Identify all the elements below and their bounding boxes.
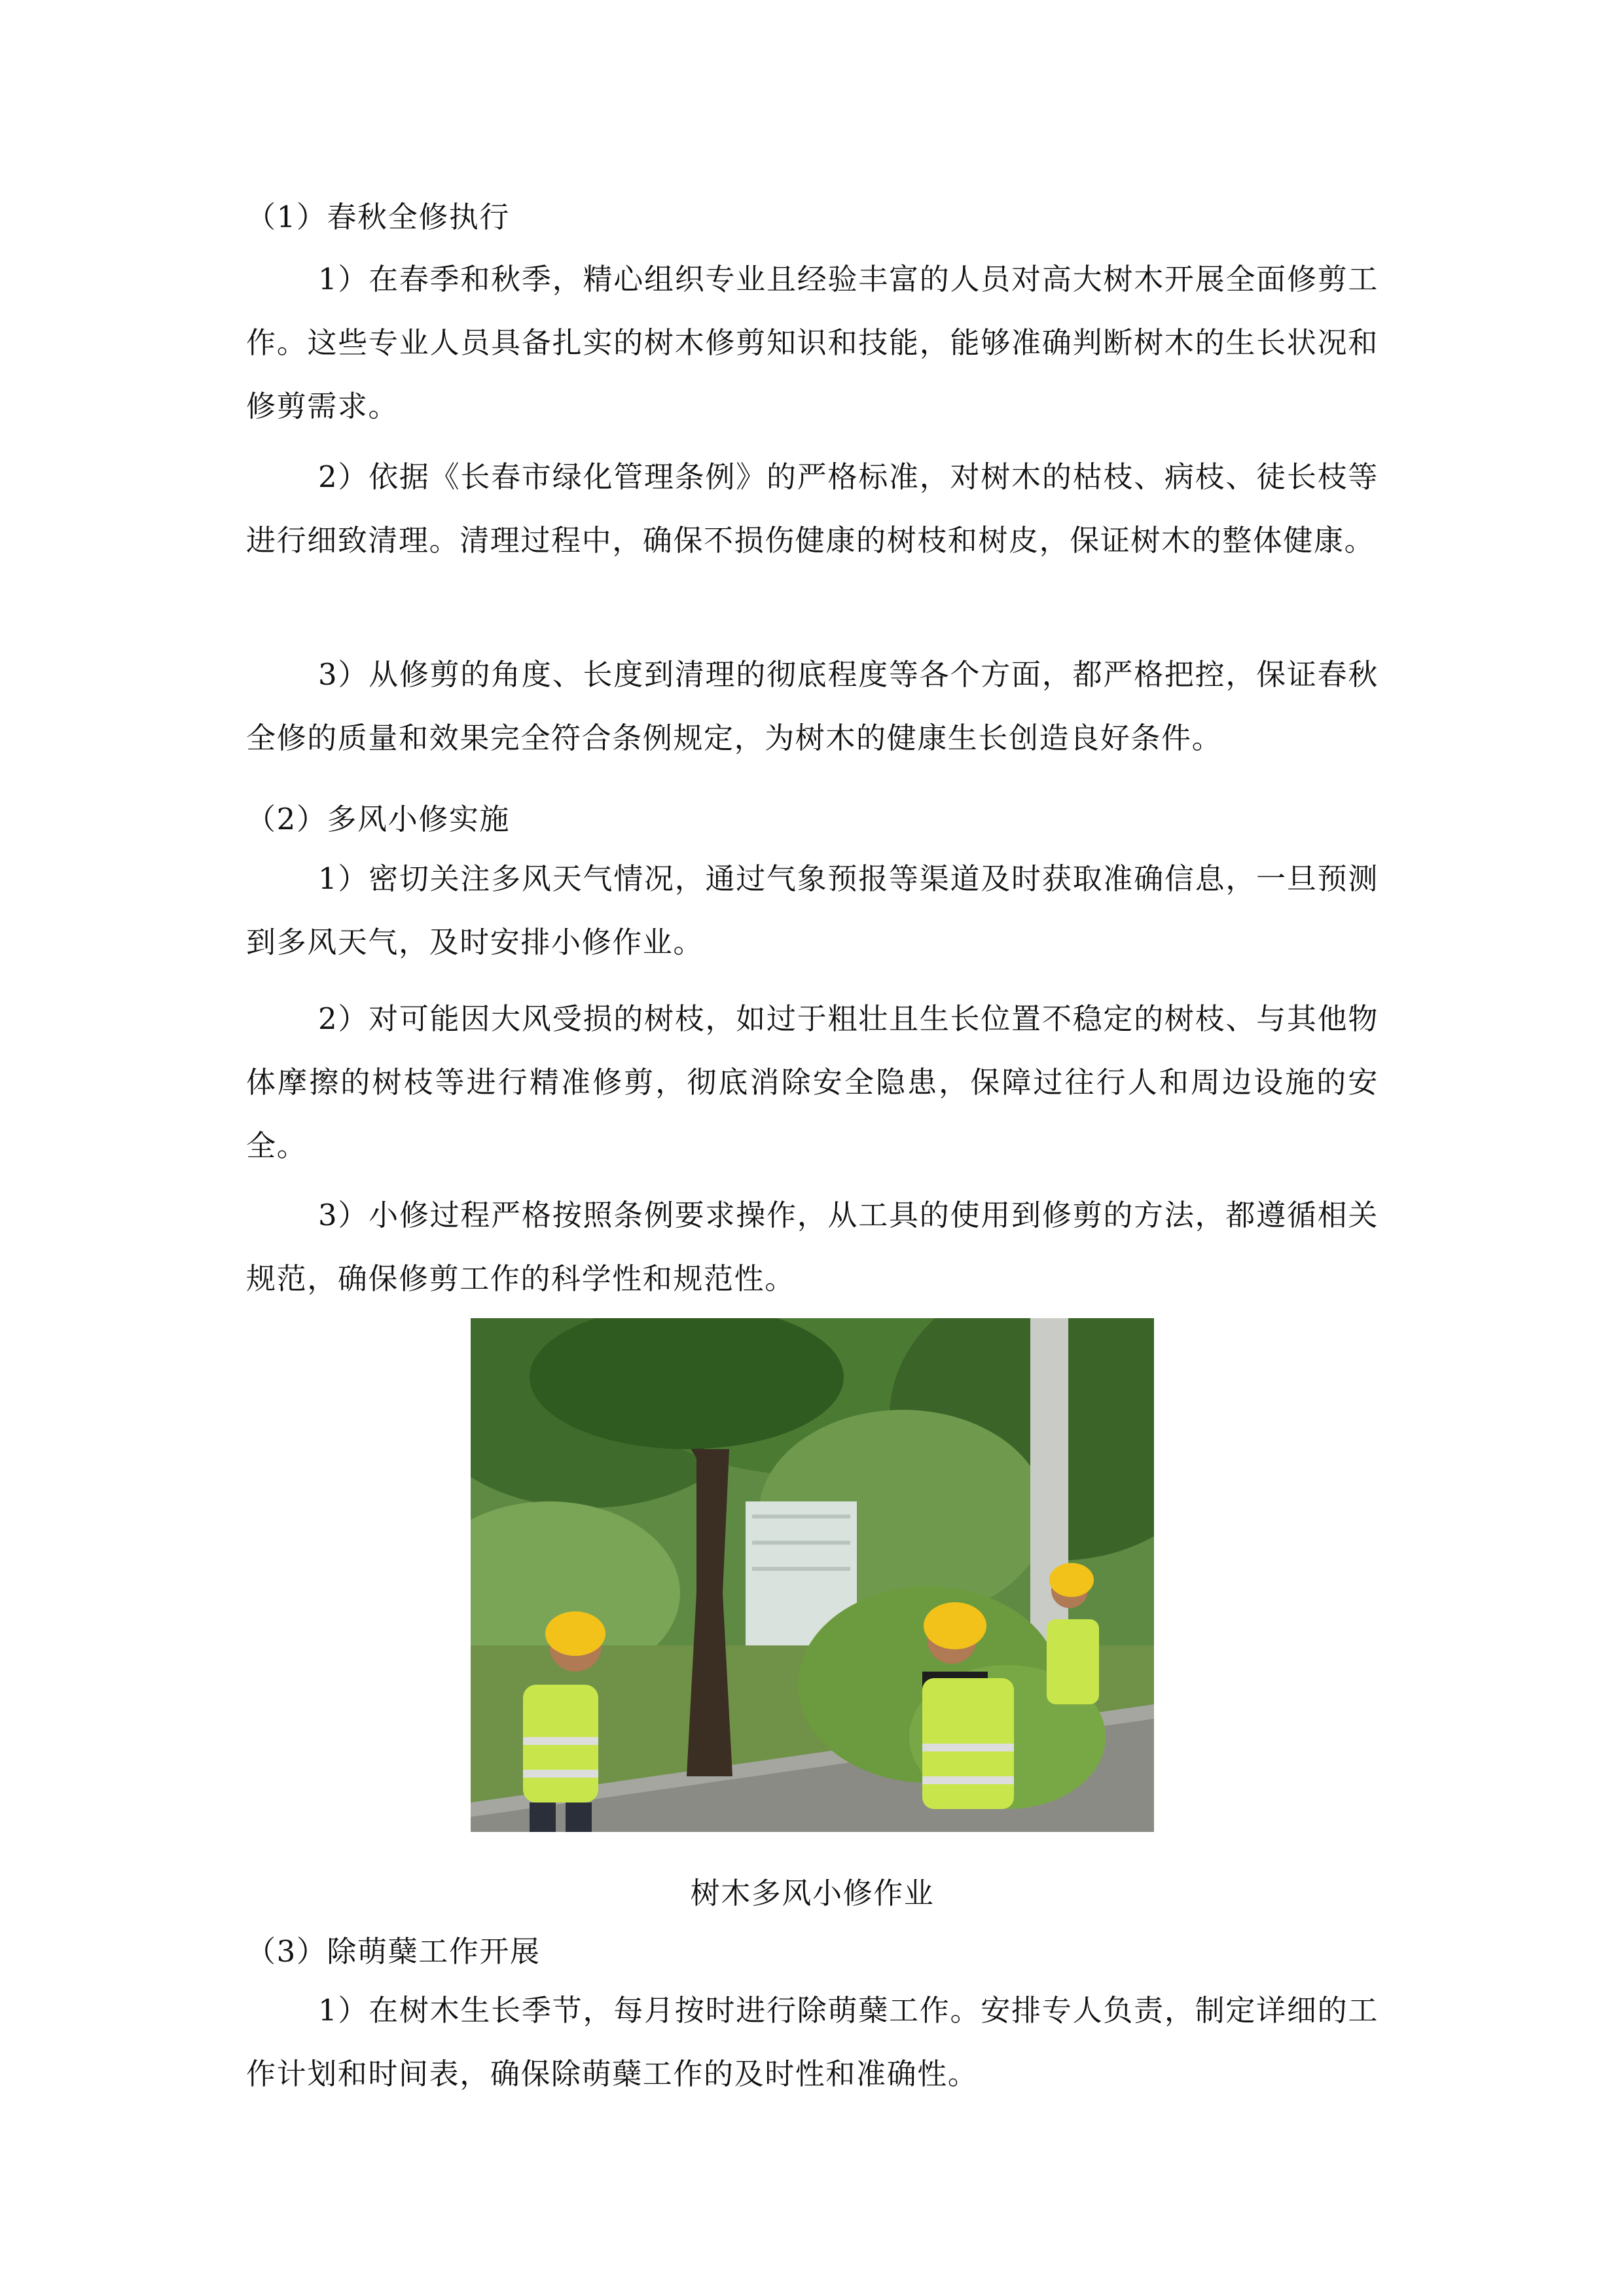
photo-caption: 树木多风小修作业 (690, 1876, 935, 1910)
section-2-paragraph-2: 2）对可能因大风受损的树枝，如过于粗壮且生长位置不稳定的树枝、与其他物体摩擦的树枝等进行精准修剪，彻底消除安全隐患，保障过往行人和周边设施的安全。 (246, 1001, 1379, 1163)
section-3-heading: （3）除萌蘖工作开展 (246, 1934, 541, 1969)
section-3-paragraph-1: 1）在树木生长季节，每月按时进行除萌蘖工作。安排专人负责，制定详细的工作计划和时间表，确保除萌蘖工作的及时性和准确性。 (246, 1993, 1379, 2091)
section-1-heading: （1）春秋全修执行 (246, 200, 511, 234)
section-2-heading: （2）多风小修实施 (246, 802, 511, 836)
section-2-paragraph-3: 3）小修过程严格按照条例要求操作，从工具的使用到修剪的方法，都遵循相关规范，确保修剪工作的科学性和规范性。 (246, 1198, 1379, 1296)
tree-pruning-photo (471, 1318, 1154, 1832)
section-1-paragraph-1: 1）在春季和秋季，精心组织专业且经验丰富的人员对高大树木开展全面修剪工作。这些专业人员具备扎实的树木修剪知识和技能，能够准确判断树木的生长状况和修剪需求。 (246, 262, 1379, 423)
section-1-paragraph-3: 3）从修剪的角度、长度到清理的彻底程度等各个方面，都严格把控，保证春秋全修的质量和效果完全符合条例规定，为树木的健康生长创造良好条件。 (246, 657, 1379, 755)
section-2-paragraph-1: 1）密切关注多风天气情况，通过气象预报等渠道及时获取准确信息，一旦预测到多风天气，及时安排小修作业。 (246, 861, 1379, 960)
section-1-paragraph-2: 2）依据《长春市绿化管理条例》的严格标准，对树木的枯枝、病枝、徒长枝等进行细致清理。清理过程中，确保不损伤健康的树枝和树皮，保证树木的整体健康。 (246, 459, 1379, 558)
